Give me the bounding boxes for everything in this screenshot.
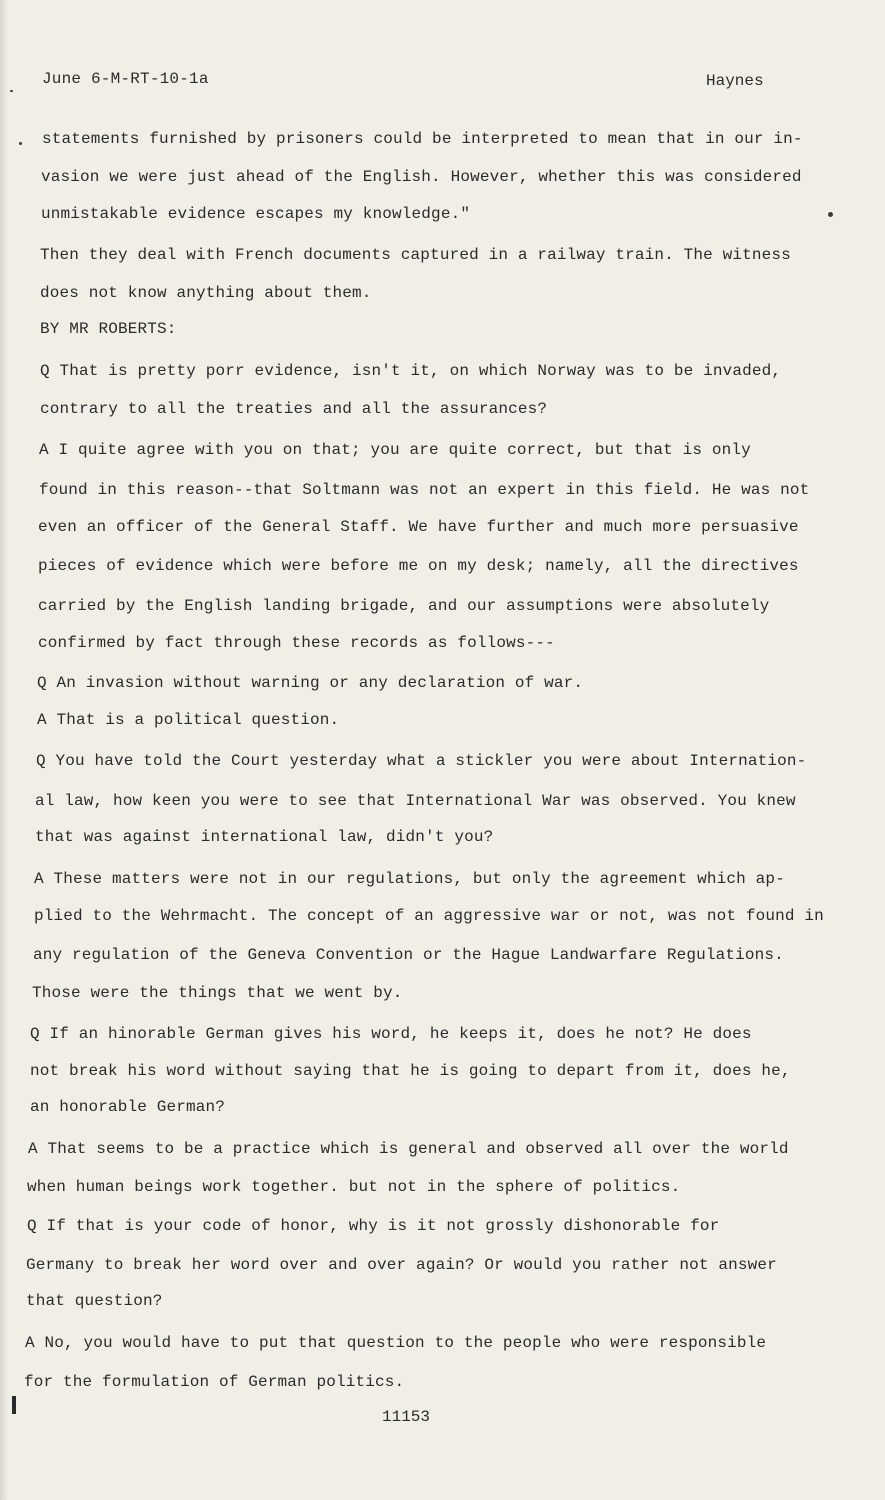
text-line: when human beings work together. but not in the sphere of politics. (27, 1178, 681, 1196)
binder-mark (12, 1396, 16, 1414)
section-heading: BY MR ROBERTS: (40, 320, 177, 338)
stray-ink-dot (10, 90, 13, 92)
text-line: Q You have told the Court yesterday what a stickler you were about Internation- (36, 752, 807, 770)
text-line: contrary to all the treaties and all the assurances? (40, 400, 548, 418)
stray-ink-dot (19, 142, 22, 145)
text-line: vasion we were just ahead of the English. However, whether this was considered (41, 168, 802, 186)
text-line: Q That is pretty porr evidence, isn't it, on which Norway was to be invaded, (40, 362, 782, 380)
text-line: A These matters were not in our regulations, but only the agreement which ap- (34, 870, 785, 888)
text-line: that was against international law, didn't you? (35, 828, 494, 846)
text-line: Germany to break her word over and over again? Or would you rather not answer (26, 1256, 777, 1274)
text-line: A No, you would have to put that question to the people who were responsible (25, 1334, 767, 1352)
text-line: Then they deal with French documents captured in a railway train. The witness (40, 246, 791, 264)
document-reference: June 6-M-RT-10-1a (42, 70, 209, 88)
text-line: carried by the English landing brigade, and our assumptions were absolutely (38, 597, 770, 615)
text-line: any regulation of the Geneva Convention or the Hague Landwarfare Regulations. (33, 946, 784, 964)
text-line: not break his word without saying that he is going to depart from it, does he, (30, 1062, 791, 1080)
page-edge-shadow (0, 0, 8, 1500)
text-line: Q If that is your code of honor, why is it not grossly dishonorable for (27, 1217, 720, 1235)
stray-ink-dot (828, 212, 833, 217)
text-line: an honorable German? (30, 1098, 226, 1116)
text-line: Q If an hinorable German gives his word, he keeps it, does he not? He does (30, 1025, 752, 1043)
text-line: A That seems to be a practice which is general and observed all over the world (28, 1140, 789, 1158)
text-line: A That is a political question. (37, 711, 340, 729)
text-line: found in this reason--that Soltmann was not an expert in this field. He was not (39, 481, 810, 499)
text-line: unmistakable evidence escapes my knowledge." (41, 205, 471, 223)
text-line: Q An invasion without warning or any declaration of war. (37, 674, 584, 692)
text-line: A I quite agree with you on that; you are quite correct, but that is only (39, 441, 751, 459)
page-number: 11153 (382, 1408, 431, 1426)
text-line: that question? (26, 1292, 163, 1310)
text-line: pieces of evidence which were before me on my desk; namely, all the directives (38, 557, 799, 575)
document-author: Haynes (706, 72, 764, 90)
text-line: even an officer of the General Staff. We have further and much more persuasive (38, 518, 799, 536)
text-line: Those were the things that we went by. (32, 984, 403, 1002)
text-line: for the formulation of German politics. (24, 1373, 405, 1391)
text-line: al law, how keen you were to see that International War was observed. You knew (35, 792, 796, 810)
text-line: confirmed by fact through these records as follows--- (38, 634, 555, 652)
text-line: does not know anything about them. (40, 284, 372, 302)
text-line: plied to the Wehrmacht. The concept of an aggressive war or not, was not found in (34, 907, 824, 925)
text-line: statements furnished by prisoners could be interpreted to mean that in our in- (42, 130, 803, 148)
